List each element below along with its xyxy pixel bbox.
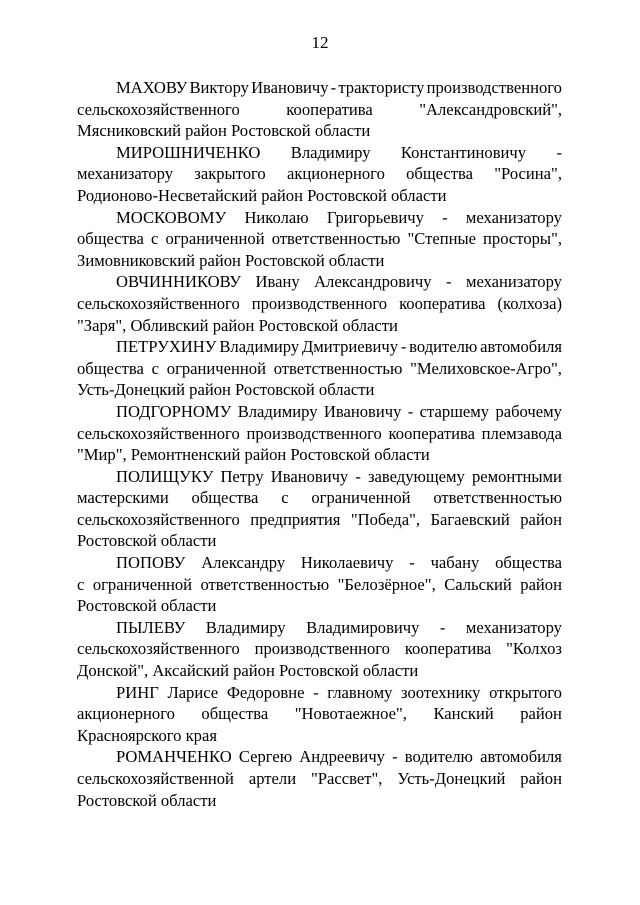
entry-word: район: [520, 769, 562, 788]
entry-word: Усть-Донецкий: [397, 769, 506, 788]
entry-word: кооператива: [399, 293, 486, 313]
entry-word: механизатору: [465, 207, 562, 227]
entry-line: [77, 574, 562, 596]
award-entry: [77, 77, 562, 142]
entry-word: Ивановичу: [251, 78, 329, 97]
entry-word: -: [392, 747, 398, 767]
entry-word: ответственностью: [200, 574, 330, 594]
page-number: 12: [311, 33, 329, 52]
entry-word: район: [520, 574, 562, 594]
entry-line: [77, 682, 562, 704]
entry-word: ПОЛИЩУКУ: [116, 466, 214, 486]
entry-word: Александру: [201, 553, 286, 573]
entry-line: [77, 638, 562, 660]
entry-word: МАХОВУ: [116, 78, 188, 97]
entry-word: производственного: [251, 293, 388, 313]
entry-line: "Заря", Обливский район Ростовской области: [77, 315, 398, 335]
entry-word: закрытого: [194, 164, 266, 184]
entry-word: с: [151, 358, 160, 378]
entry-word: ПОПОВУ: [116, 553, 186, 573]
entry-word: сельскохозяйственного: [77, 639, 240, 659]
entry-word: с: [281, 488, 289, 508]
award-entry: [77, 617, 562, 682]
entry-word: район: [520, 509, 562, 529]
award-entry: [77, 682, 562, 747]
entry-word: Виктору: [189, 78, 249, 97]
entry-word: Сальский: [444, 574, 512, 594]
entry-word: сельскохозяйственного: [77, 423, 240, 443]
award-entry: [77, 401, 562, 466]
entry-word: общества: [77, 358, 144, 378]
entry-line: [77, 358, 562, 380]
entry-word: заведующему: [367, 466, 465, 486]
award-entry: [77, 207, 562, 272]
entry-word: ответственностью: [433, 488, 562, 508]
entry-word: РИНГ: [116, 682, 159, 702]
entry-line: Ростовской области: [77, 790, 217, 810]
entry-word: "Колхоз: [506, 639, 562, 659]
entry-word: производственного: [254, 639, 390, 659]
entry-word: Ивановичу: [323, 401, 402, 421]
entry-word: производственного: [426, 78, 562, 97]
entry-word: автомобиля: [480, 747, 562, 767]
entry-word: Петру: [220, 466, 264, 486]
entry-word: -: [445, 272, 452, 292]
entry-word: зоотехнику: [401, 682, 481, 702]
entry-word: Ивану: [255, 272, 300, 292]
entry-word: -: [313, 682, 319, 702]
entry-word: чабану: [430, 553, 480, 573]
entry-word: -: [407, 401, 414, 421]
entry-word: "Белозёрное",: [337, 574, 436, 594]
entry-line: [77, 768, 562, 790]
award-entry: [77, 336, 562, 401]
entry-line: [77, 509, 562, 531]
award-entry: [77, 142, 562, 207]
entry-word: -: [400, 337, 407, 357]
entry-word: ответственностью: [273, 358, 403, 378]
entry-word: -: [355, 466, 361, 486]
entry-word: кооператива: [388, 423, 475, 443]
entry-word: -: [439, 617, 446, 637]
entry-word: трактористу: [338, 78, 425, 97]
entry-line: [77, 487, 562, 509]
entry-line: Мясниковский район Ростовской области: [77, 121, 371, 141]
entry-line: [77, 271, 562, 293]
entry-word: рабочему: [495, 401, 562, 421]
entry-word: ограниченной: [92, 574, 193, 594]
entry-word: Владимиру: [290, 142, 371, 162]
entry-word: ответственностью: [271, 229, 401, 249]
entry-word: водителю: [404, 747, 473, 767]
entry-word: ОВЧИННИКОВУ: [116, 272, 242, 292]
entry-line: [77, 228, 562, 250]
entry-word: открытого: [489, 682, 562, 702]
entry-line: [77, 423, 562, 445]
entry-word: ограниченной: [166, 358, 266, 378]
entry-word: с: [150, 229, 159, 249]
entry-word: Ларисе: [167, 682, 219, 702]
entry-word: "Мелиховское-Агро",: [410, 358, 562, 378]
entry-word: "Росина",: [494, 164, 562, 184]
entry-word: -: [556, 142, 562, 162]
entry-word: Владимиру: [205, 617, 286, 637]
entry-word: общества: [201, 704, 269, 724]
entry-word: акционерного: [77, 704, 175, 724]
entry-line: Родионово-Несветайский район Ростовской области: [77, 185, 447, 205]
entry-word: механизатору: [77, 164, 174, 184]
entry-word: "Степные: [407, 229, 476, 249]
entry-word: артели: [248, 769, 297, 788]
award-entry: [77, 271, 562, 336]
entry-word: -: [442, 207, 448, 227]
entry-word: "Победа",: [350, 509, 421, 529]
entry-word: водителю: [409, 337, 478, 357]
entry-word: Андреевичу: [299, 747, 385, 767]
entry-line: [77, 552, 562, 574]
entry-line: [77, 617, 562, 639]
entry-line: Красноярского края: [77, 725, 217, 745]
entry-word: "Александровский",: [419, 99, 562, 119]
entry-word: Владимировичу: [306, 617, 420, 637]
entry-line: [77, 336, 562, 358]
entry-line: Ростовской области: [77, 596, 217, 616]
entry-word: Григорьевичу: [326, 207, 424, 227]
award-entry: [77, 466, 562, 552]
award-entry: [77, 746, 562, 811]
entry-line: [77, 293, 562, 315]
entry-line: Ростовской области: [77, 531, 217, 551]
entry-word: Федоровне: [226, 682, 305, 702]
entry-word: Владимиру: [219, 337, 300, 357]
entry-line: [77, 401, 562, 423]
entry-line: Усть-Донецкий район Ростовской области: [77, 380, 375, 400]
entry-line: Донской", Аксайский район Ростовской области: [77, 661, 419, 681]
entry-line: [77, 466, 562, 488]
entry-word: Николаю: [244, 207, 309, 227]
entry-word: племзавода: [481, 423, 562, 443]
entry-word: сельскохозяйственного: [77, 99, 240, 119]
entry-line: [77, 99, 562, 121]
entry-word: общества: [191, 488, 259, 508]
entry-word: "Рассвет",: [311, 769, 383, 788]
entry-word: просторы",: [483, 229, 562, 249]
entry-word: с: [77, 574, 85, 594]
entry-line: [77, 207, 562, 229]
entry-word: сельскохозяйственного: [77, 509, 240, 529]
entry-word: ПЕТРУХИНУ: [116, 337, 217, 357]
entry-word: акционерного: [286, 164, 385, 184]
entry-word: сельскохозяйственной: [77, 769, 234, 788]
entry-word: главному: [327, 682, 393, 702]
entry-word: ограниченной: [165, 229, 265, 249]
entry-line: Зимовниковский район Ростовской области: [77, 250, 385, 270]
entry-word: Константиновичу: [400, 142, 527, 162]
entry-word: мастерскими: [77, 488, 169, 508]
entry-word: автомобиля: [480, 337, 562, 357]
entry-word: сельскохозяйственного: [77, 293, 240, 313]
entry-word: Николаевичу: [300, 553, 394, 573]
entry-word: "Новотаежное",: [294, 704, 407, 724]
entry-word: Владимиру: [237, 401, 318, 421]
entry-word: ограниченной: [311, 488, 411, 508]
entry-word: Багаевский: [430, 509, 510, 529]
entry-word: производственного: [246, 423, 382, 443]
entry-word: ПОДГОРНОМУ: [116, 401, 232, 421]
entry-word: предприятия: [250, 509, 341, 529]
award-entry: [77, 552, 562, 617]
entry-word: район: [520, 704, 562, 724]
entry-word: механизатору: [465, 272, 562, 292]
entry-word: кооператива: [286, 99, 373, 119]
entry-word: (колхоза): [497, 293, 562, 313]
entry-word: -: [330, 78, 337, 97]
entry-line: [77, 163, 562, 185]
entry-word: механизатору: [465, 617, 562, 637]
entry-line: "Мир", Ремонтненский район Ростовской области: [77, 445, 430, 465]
entry-line: [77, 703, 562, 725]
entry-word: ПЫЛЕВУ: [116, 617, 186, 637]
entry-word: Дмитриевичу: [301, 337, 399, 357]
entry-word: -: [409, 553, 415, 573]
entry-line: [77, 142, 562, 164]
entry-word: МОСКОВОМУ: [116, 207, 227, 227]
entry-line: [77, 77, 562, 99]
entry-word: общества: [77, 229, 144, 249]
entry-word: кооператива: [404, 639, 492, 659]
entry-word: РОМАНЧЕНКО: [116, 747, 232, 767]
entry-word: Ивановичу: [270, 466, 349, 486]
entry-word: Канский: [433, 704, 494, 724]
entry-word: МИРОШНИЧЕНКО: [116, 142, 261, 162]
entry-word: Сергею: [238, 747, 293, 767]
entry-word: старшему: [419, 401, 490, 421]
award-list: [77, 77, 562, 811]
entry-line: [77, 746, 562, 768]
entry-word: общества: [495, 553, 562, 573]
entry-word: ремонтными: [471, 466, 562, 486]
entry-word: общества: [406, 164, 474, 184]
entry-word: Александровичу: [314, 272, 432, 292]
